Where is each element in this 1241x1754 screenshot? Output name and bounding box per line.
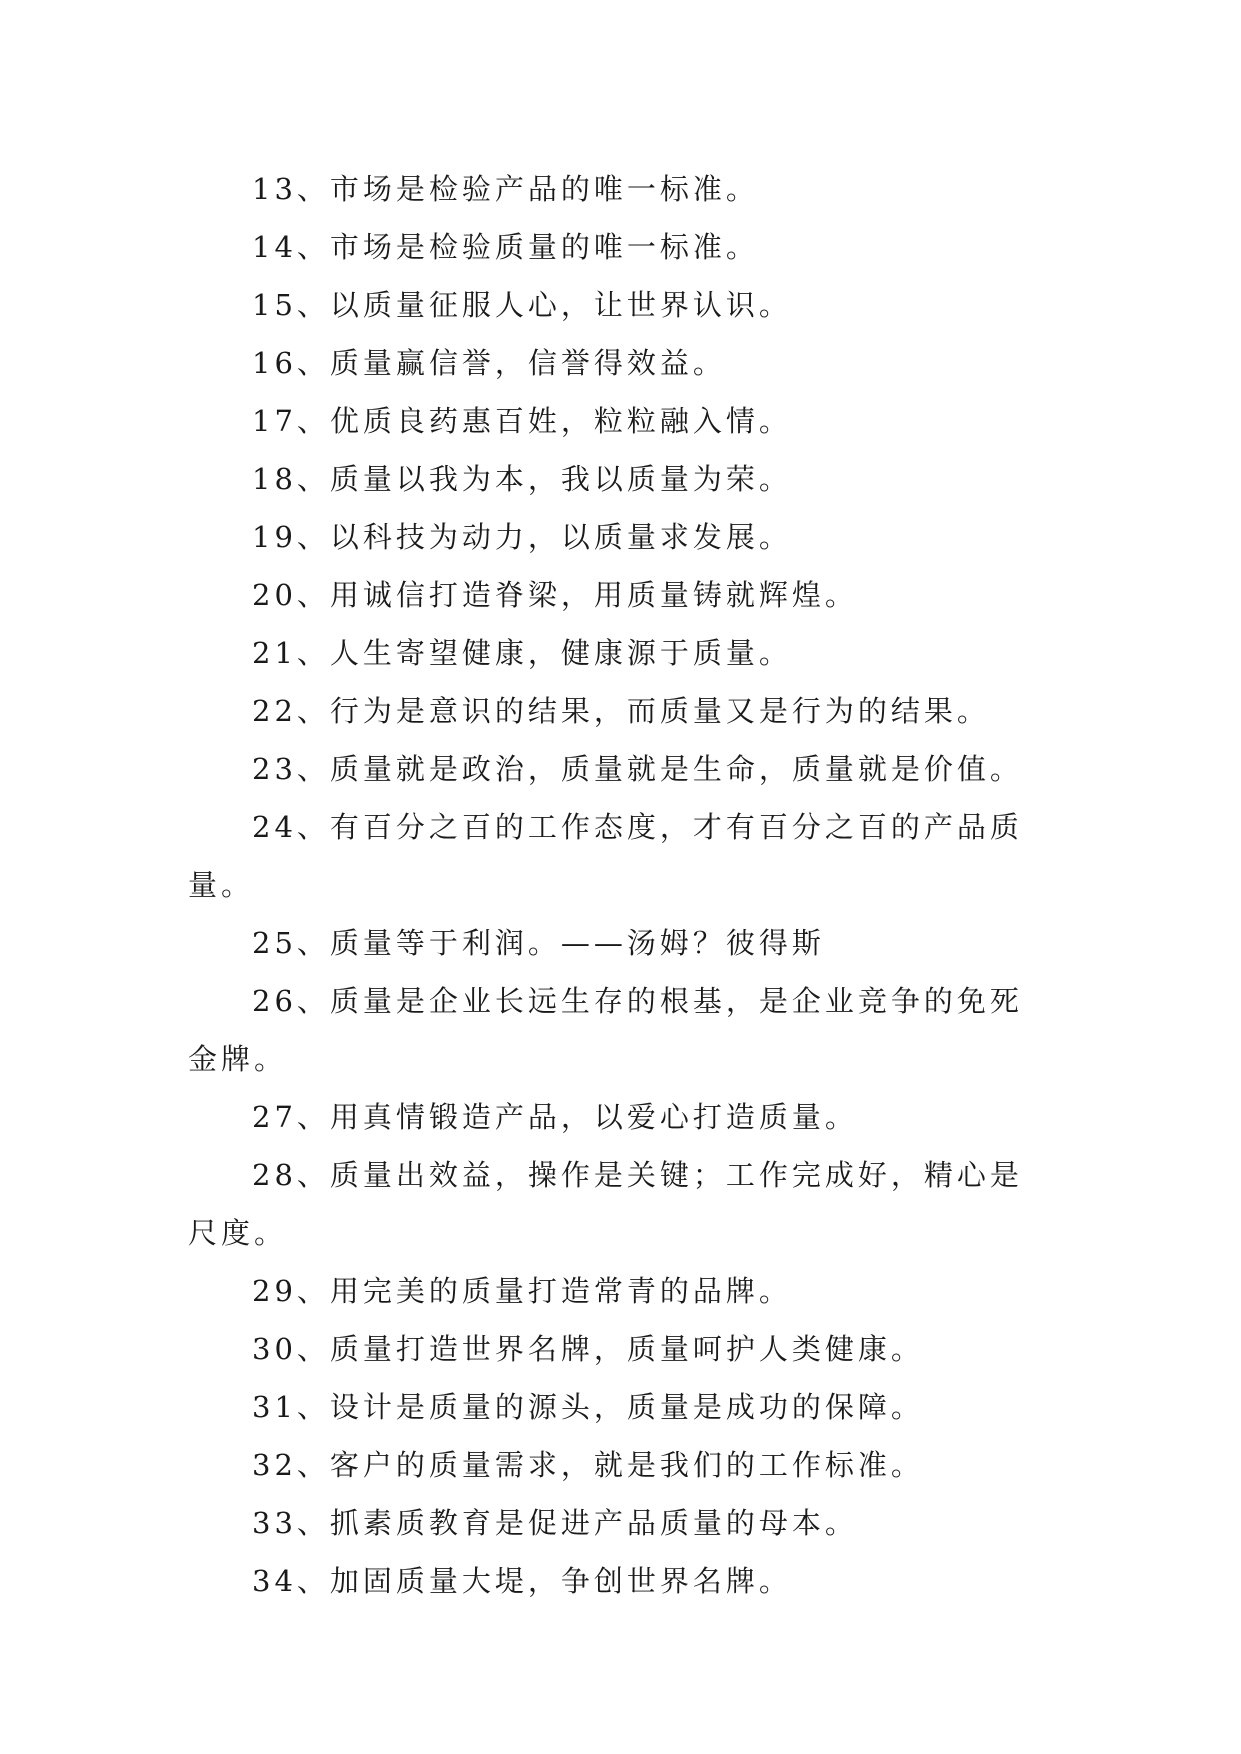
paragraph-14: 14、市场是检验质量的唯一标准。	[252, 230, 759, 264]
document-body	[188, 160, 1050, 1610]
paragraph-27: 27、用真情锻造产品，以爱心打造质量。	[252, 1100, 858, 1134]
paragraph-22: 22、行为是意识的结果，而质量又是行为的结果。	[252, 694, 990, 728]
paragraph-24: 24、有百分之百的工作态度，才有百分之百的产品质量。	[188, 810, 1023, 902]
paragraph-18: 18、质量以我为本，我以质量为荣。	[252, 462, 792, 496]
paragraph-16: 16、质量赢信誉，信誉得效益。	[252, 346, 726, 380]
paragraph-33: 33、抓素质教育是促进产品质量的母本。	[252, 1506, 858, 1540]
paragraph-17: 17、优质良药惠百姓，粒粒融入情。	[252, 404, 792, 438]
paragraph-13: 13、市场是检验产品的唯一标准。	[252, 172, 759, 206]
paragraph-30: 30、质量打造世界名牌，质量呵护人类健康。	[252, 1332, 924, 1366]
paragraph-19: 19、以科技为动力，以质量求发展。	[252, 520, 792, 554]
paragraph-20: 20、用诚信打造脊梁，用质量铸就辉煌。	[252, 578, 858, 612]
paragraph-34: 34、加固质量大堤，争创世界名牌。	[252, 1564, 792, 1598]
paragraph-21: 21、人生寄望健康，健康源于质量。	[252, 636, 792, 670]
paragraph-28: 28、质量出效益，操作是关键；工作完成好，精心是尺度。	[188, 1158, 1023, 1250]
paragraph-31: 31、设计是质量的源头，质量是成功的保障。	[252, 1390, 924, 1424]
paragraph-25: 25、质量等于利润。——汤姆？彼得斯	[252, 926, 825, 960]
paragraph-32: 32、客户的质量需求，就是我们的工作标准。	[252, 1448, 924, 1482]
paragraph-26: 26、质量是企业长远生存的根基，是企业竞争的免死金牌。	[188, 984, 1023, 1076]
paragraph-23: 23、质量就是政治，质量就是生命，质量就是价值。	[252, 752, 1023, 786]
paragraph-29: 29、用完美的质量打造常青的品牌。	[252, 1274, 792, 1308]
paragraph-15: 15、以质量征服人心，让世界认识。	[252, 288, 792, 322]
